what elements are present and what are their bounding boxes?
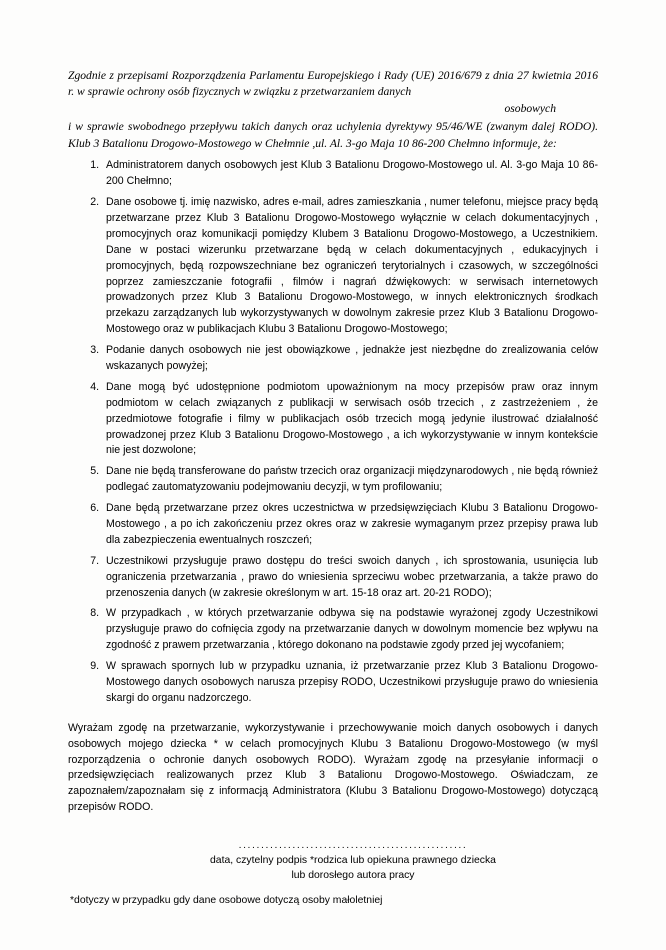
list-item: 3. Podanie danych osobowych nie jest obowiązkowe , jednakże jest niezbędne do zrealizowania celów wskazanych powyżej; <box>102 343 598 375</box>
document-content <box>68 68 598 906</box>
rodo-clause-list <box>68 158 598 707</box>
intro-paragraph-1-text: Zgodnie z przepisami Rozporządzenia Parlamentu Europejskiego i Rady (UE) 2016/679 z dnia 27 kwietnia 2016 r. w sprawie ochrony osób fizycznych w związku z przetwarzaniem danych <box>68 69 598 99</box>
intro-paragraph-1-right: osobowych <box>504 101 556 115</box>
signature-dotted-line: ................................................... <box>238 840 468 852</box>
signature-caption-line-2: lub dorosłego autora pracy <box>291 870 415 882</box>
intro-block <box>68 68 598 152</box>
signature-caption-line-1: data, czytelny podpis *rodzica lub opiekuna prawnego dziecka <box>210 855 496 867</box>
list-item: 7. Uczestnikowi przysługuje prawo dostępu do treści swoich danych , ich sprostowania, usunięcia lub ograniczenia przetwarzania , prawo do wniesienia sprzeciwu wobec przetwarzania, a także prawo do przenoszenia danych (w zakresie określonym w art. 15-18 oraz art. 20-21 RODO); <box>102 554 598 602</box>
list-item: 9. W sprawach spornych lub w przypadku uznania, iż przetwarzanie przez Klub 3 Batalionu Drogowo-Mostowego danych osobowych narusza przepisy RODO, Uczestnikowi przysługuje prawo do wniesienia skargi do organu nadzorczego. <box>102 659 598 707</box>
list-item: 8. W przypadkach , w których przetwarzanie odbywa się na podstawie wyrażonej zgody Uczestnikowi przysługuje prawo do cofnięcia zgody na przetwarzanie danych w dowolnym momencie bez wpływu na zgodność z prawem przetwarzania , którego dokonano na podstawie zgody przed jej wycofaniem; <box>102 606 598 654</box>
list-item: 4. Dane mogą być udostępnione podmiotom upoważnionym na mocy przepisów praw oraz innym podmiotom w celach związanych z publikacji w serwisach osób trzecich , z zastrzeżeniem , że przedmiotowe fotografie i filmy w publikacjach osób trzecich mogą jedynie ilustrować działalność prowadzonej przez Klub 3 Batalionu Drogowo-Mostowego , a ich wykorzystywanie w innym kontekście nie jest dozwolone; <box>102 380 598 459</box>
intro-paragraph-2: i w sprawie swobodnego przepływu takich danych oraz uchylenia dyrektywy 95/46/WE (zwanym dalej RODO). Klub 3 Batalionu Drogowo-Mostowego w Chełmnie ,ul. Al. 3-go Maja 10 86-200 Chełmno informuje, że: <box>68 120 598 150</box>
signature-block <box>68 838 598 883</box>
list-item: 5. Dane nie będą transferowane do państw trzecich oraz organizacji międzynarodowych , nie będą również podlegać zautomatyzowaniu podejmowaniu decyzji, w tym profilowaniu; <box>102 464 598 496</box>
list-item: 6. Dane będą przetwarzane przez okres uczestnictwa w przedsięwzięciach Klubu 3 Batalionu Drogowo-Mostowego , a po ich zakończeniu przez okres oraz w zakresie wymaganym przez przepisy prawa lub dla zabezpieczenia ewentualnych roszczeń; <box>102 501 598 549</box>
list-item: 1. Administratorem danych osobowych jest Klub 3 Batalionu Drogowo-Mostowego ul. Al. 3-go Maja 10 86-200 Chełmno; <box>102 158 598 190</box>
list-item: 2. Dane osobowe tj. imię nazwisko, adres e-mail, adres zamieszkania , numer telefonu, miejsce pracy będą przetwarzane przez Klub 3 Batalionu Drogowo-Mostowego wyłącznie w celach dokumentacyjnych , promocyjnych oraz komunikacji pomiędzy Klubem 3 Batalionu Drogowo-Mostowego, a Uczestnikiem. Dane w postaci wizerunku przetwarzane będą w celach dokumentacyjnych , edukacyjnych i promocyjnych, będą rozpowszechniane bez ograniczeń terytorialnych i czasowych, w szczególności poprzez zamieszczanie fotografii , filmów i nagrań dźwiękowych: w serwisach internetowych prowadzonych przez Klub 3 Batalionu Drogowo-Mostowego, w innych elektronicznych środkach przekazu zarządzanych lub wykorzystywanych w dowolnym zakresie przez Klub 3 Batalionu Drogowo-Mostowego oraz w publikacjach Klubu 3 Batalionu Drogowo-Mostowego; <box>102 195 598 338</box>
consent-paragraph: Wyrażam zgodę na przetwarzanie, wykorzystywanie i przechowywanie moich danych osobowych i danych osobowych mojego dziecka * w celach promocyjnych Klubu 3 Batalionu Drogowo-Mostowego (w myśl rozporządzenia o ochronie danych osobowych RODO). Wyrażam zgodę na przesyłanie informacji o przedsięwzięciach realizowanych przez Klub 3 Batalionu Drogowo-Mostowego. Oświadczam, ze zapoznałem/zapoznałam się z informacją Administratora (Klubu 3 Batalionu Drogowo-Mostowego) dotyczącą przepisów RODO. <box>68 721 598 814</box>
intro-paragraph-1 <box>68 68 598 117</box>
footnote: *dotyczy w przypadku gdy dane osobowe dotyczą osoby małoletniej <box>70 895 383 907</box>
